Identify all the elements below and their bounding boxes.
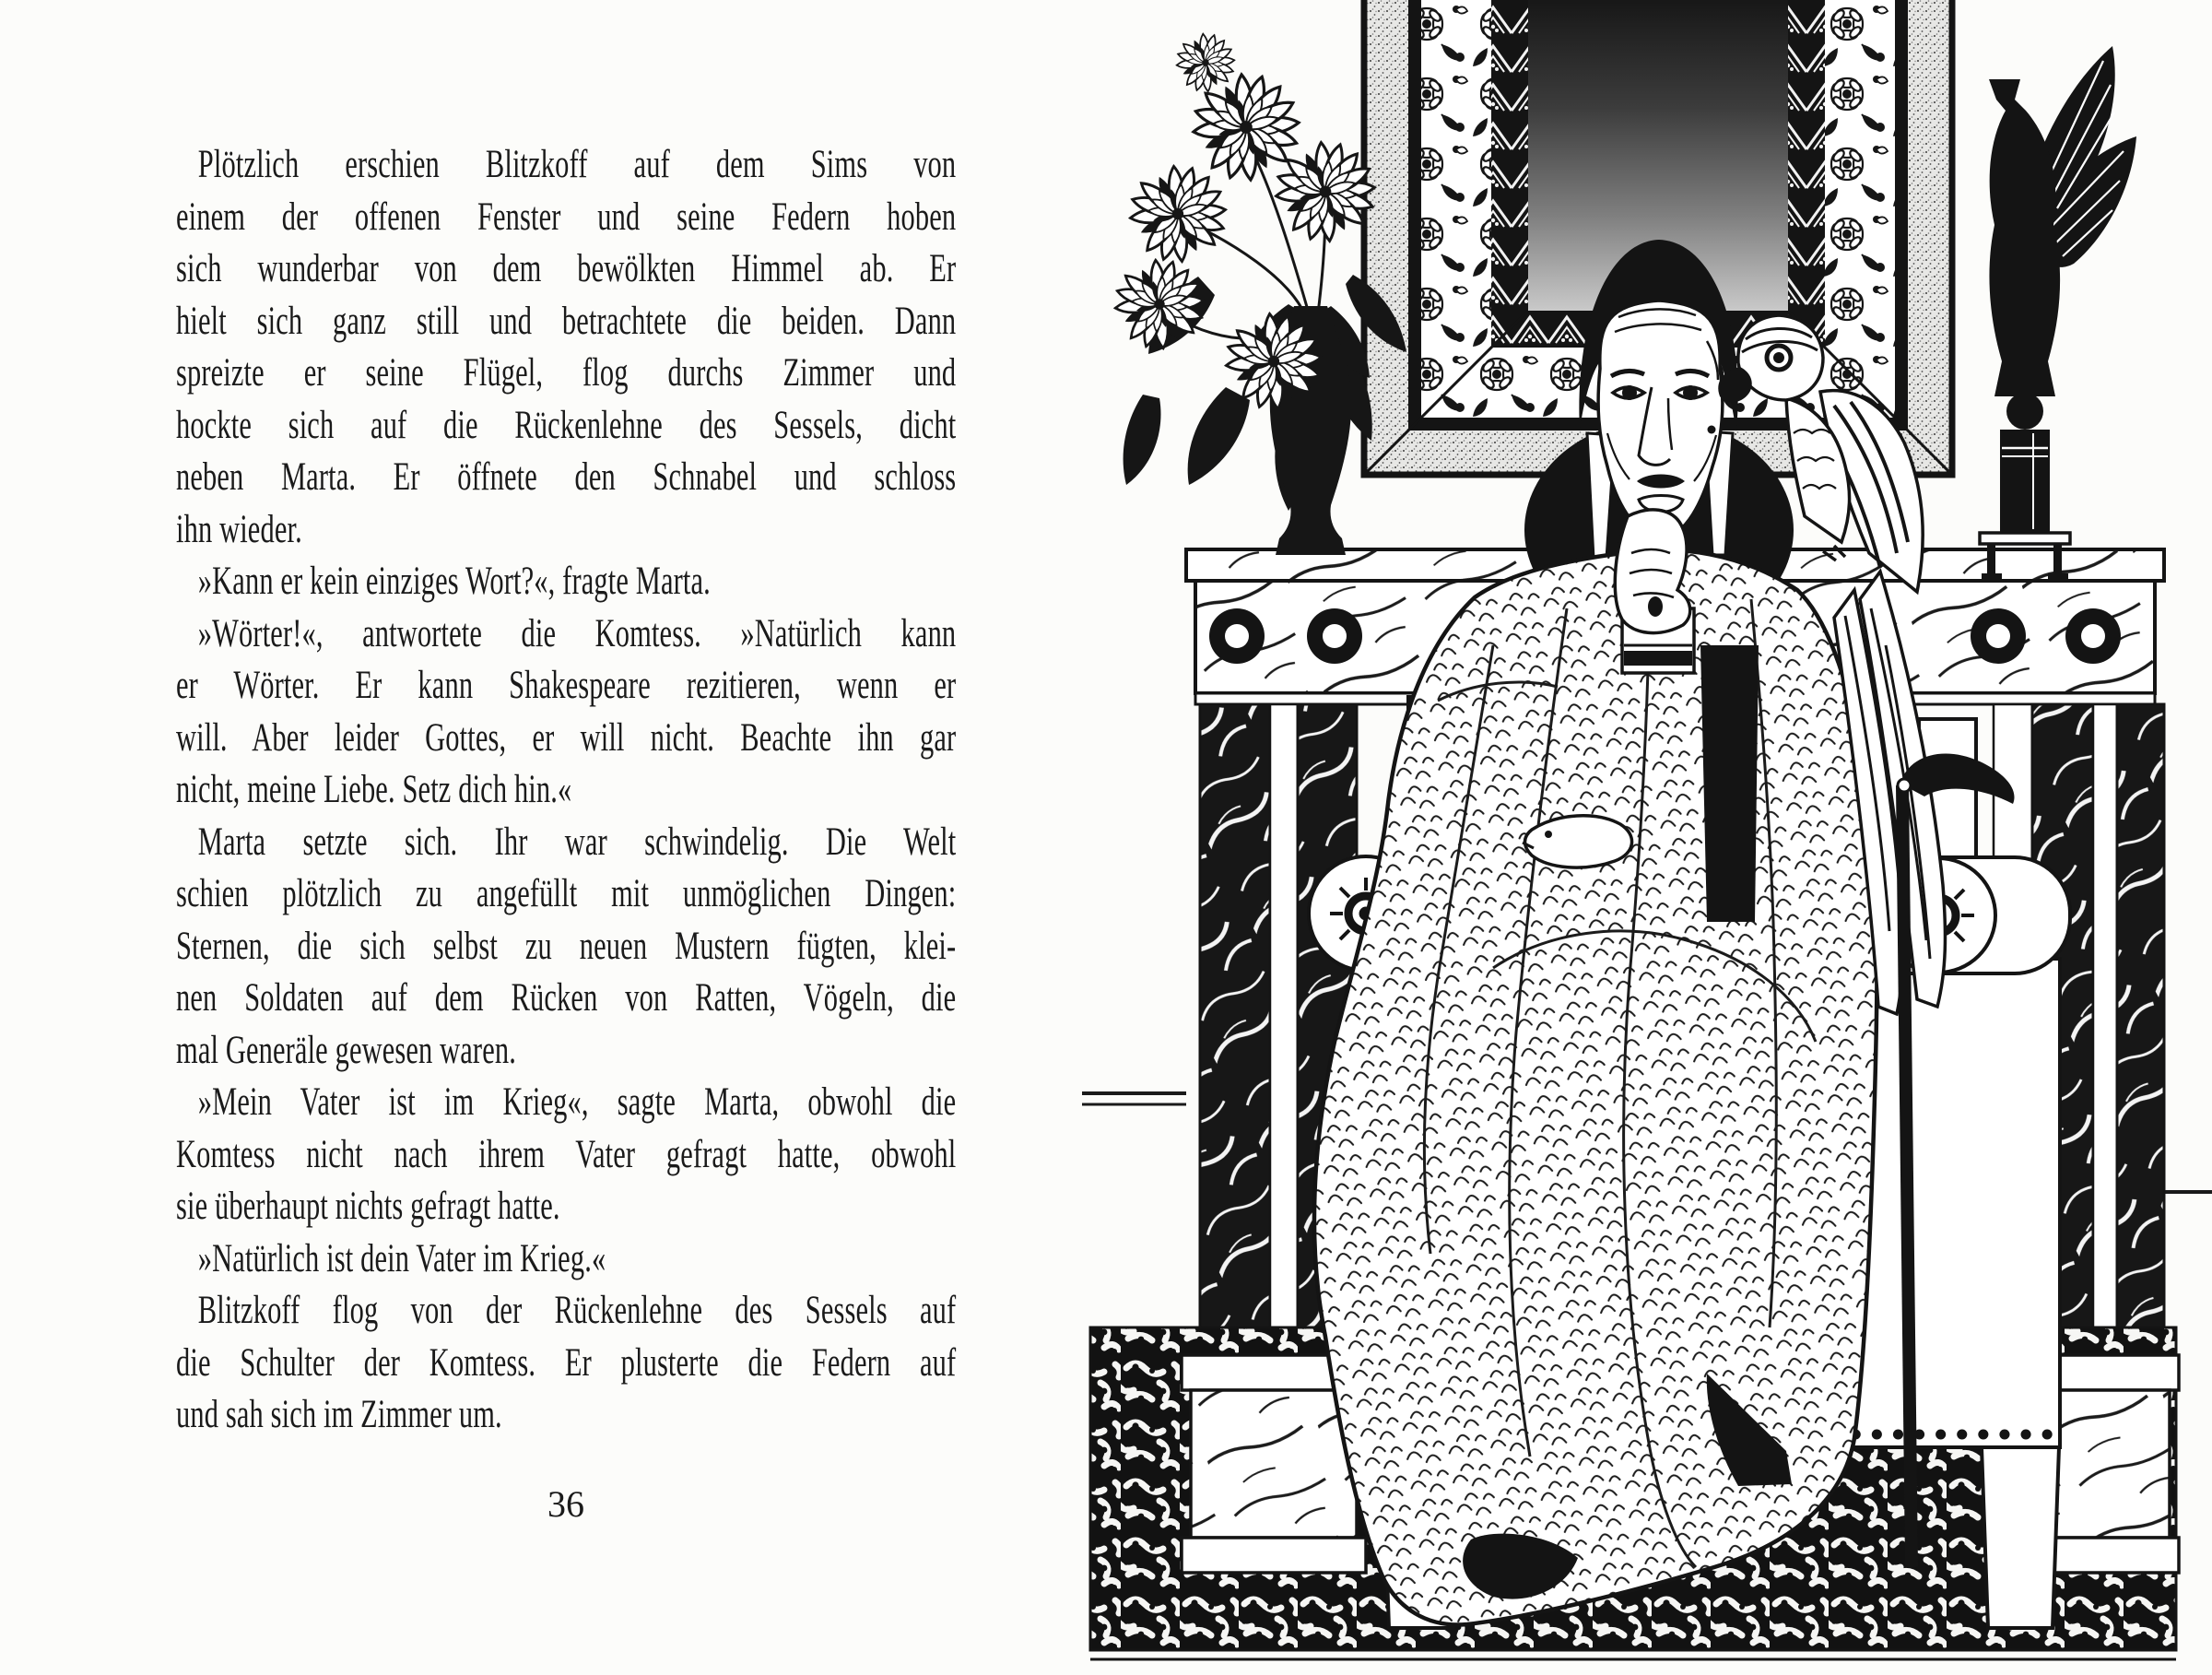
text-line: Blitzkoff flog von der Rückenlehne des Sessels auf — [197, 1288, 957, 1332]
text-line: ihn wieder. — [176, 506, 302, 551]
text-line: Marta setzte sich. Ihr war schwindelig. Die Welt — [197, 819, 957, 864]
text-line: »Mein Vater ist im Krieg«, sagte Marta, obwohl die — [197, 1079, 957, 1124]
text-line: hockte sich auf die Rückenlehne des Sessels, dicht — [176, 402, 957, 447]
text-line: »Kann er kein einziges Wort?«, fragte Marta. — [197, 559, 711, 603]
text-line: »Natürlich ist dein Vater im Krieg.« — [197, 1235, 606, 1280]
text-line: sie überhaupt nichts gefragt hatte. — [176, 1184, 560, 1228]
text-line: nicht, meine Liebe. Setz dich hin.« — [176, 767, 572, 811]
page-number: 36 — [547, 1483, 584, 1525]
text-line: mal Generäle gewesen waren. — [176, 1027, 516, 1072]
text-line: schien plötzlich zu angefüllt mit unmöglichen Dingen: — [176, 871, 957, 915]
armchair-right-leg — [1982, 1447, 2059, 1628]
chrysanthemum-bud — [1177, 34, 1235, 92]
text-line: er Wörter. Er kann Shakespeare rezitieren, wenn er — [176, 663, 957, 707]
text-line: will. Aber leider Gottes, er will nicht. Beachte ihn gar — [176, 714, 957, 760]
text-line: Plötzlich erschien Blitzkoff auf dem Sims von — [197, 142, 957, 186]
chrysanthemum — [1277, 143, 1375, 242]
text-line: die Schulter der Komtess. Er plusterte die Federn auf — [176, 1339, 957, 1385]
text-line: und sah sich im Zimmer um. — [176, 1392, 502, 1436]
mole — [1708, 426, 1716, 434]
chrysanthemum — [1115, 260, 1204, 348]
winged-statue — [1980, 46, 2136, 580]
feathered-robe — [1314, 549, 1877, 1624]
ring — [1648, 596, 1663, 617]
statue-figure — [1989, 79, 2060, 396]
text-line: sich wunderbar von dem bewölkten Himmel ab. Er — [176, 246, 957, 290]
text-line: einem der offenen Fenster und seine Federn hoben — [176, 194, 957, 239]
bracelet — [1624, 651, 1692, 666]
text-line: neben Marta. Er öffnete den Schnabel und schloss — [176, 454, 957, 499]
book-text — [176, 138, 956, 1441]
text-line: »Wörter!«, antwortete die Komtess. »Natürlich kann — [197, 610, 957, 655]
text-line: hielt sich ganz still und betrachtete die beiden. Dann — [176, 298, 957, 343]
text-line: spreizte er seine Flügel, flog durchs Zimmer und — [176, 350, 957, 395]
text-line: Sternen, die sich selbst zu neuen Mustern fügten, klei- — [176, 923, 957, 968]
text-line: nen Soldaten auf dem Rücken von Ratten, Vögeln, die — [176, 975, 957, 1020]
text-line: Komtess nicht nach ihrem Vater gefragt hatte, obwohl — [176, 1131, 957, 1176]
statue-plinth — [2000, 430, 2050, 533]
chrysanthemum — [1130, 166, 1225, 261]
parrot-eye — [1773, 352, 1784, 363]
